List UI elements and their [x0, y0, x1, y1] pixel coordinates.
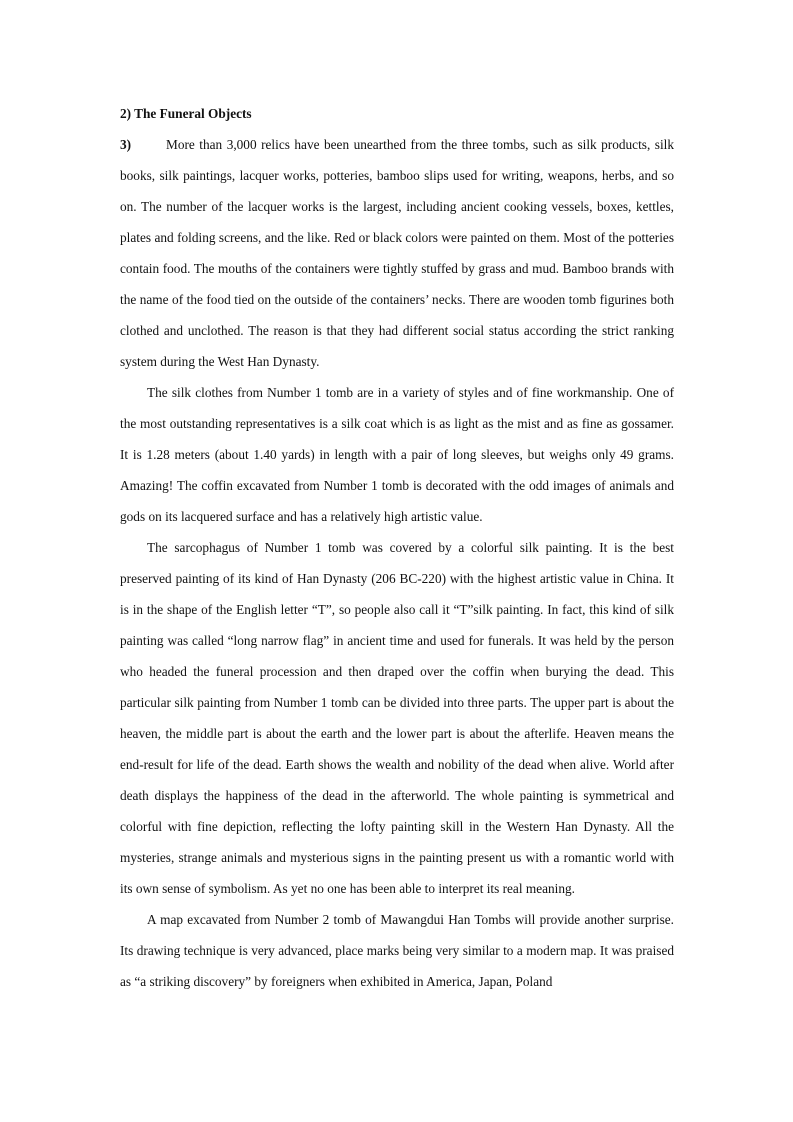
paragraph-silk-painting: The sarcophagus of Number 1 tomb was covered by a colorful silk painting. It is the best preserved painting of its kind of Han Dynasty (206 BC-220) with the highest artistic value in China. It is in the shape of the English letter “T”, so people also call it “T”silk painting. In fact, this kind of silk painting was called “long narrow flag” in ancient time and used for funerals. It was held by the person who headed the funeral procession and then draped over the coffin when burying the dead. This particular silk painting from Number 1 tomb can be divided into three parts. The upper part is about the heaven, the middle part is about the earth and the lower part is about the afterlife. Heaven means the end-result for life of the dead. Earth shows the wealth and nobility of the dead when alive. World after death displays the happiness of the dead in the afterworld. The whole painting is symmetrical and colorful with fine depiction, reflecting the lofty painting skill in the Western Han Dynasty. All the mysteries, strange animals and mysterious signs in the painting present us with a romantic world with its own sense of symbolism. As yet no one has been able to interpret its real meaning. — [120, 540, 674, 896]
item-number: 3) — [120, 137, 132, 152]
document-page — [120, 98, 674, 997]
paragraph-silk-clothes: The silk clothes from Number 1 tomb are in a variety of styles and of fine workmanship. One of the most outstanding representatives is a silk coat which is as light as the mist and as fine as gossamer. It is 1.28 meters (about 1.40 yards) in length with a pair of long sleeves, but weighs only 49 grams. Amazing! The coffin excavated from Number 1 tomb is decorated with the odd images of animals and gods on its lacquered surface and has a relatively high artistic value. — [120, 385, 674, 524]
section-heading: 2) The Funeral Objects — [120, 106, 252, 121]
paragraph-relics — [120, 129, 674, 377]
paragraph-relics-text: More than 3,000 relics have been unearthed from the three tombs, such as silk products, silk books, silk paintings, lacquer works, potteries, bamboo slips used for writing, weapons, herbs, and so on. The number of the lacquer works is the largest, including ancient cooking vessels, boxes, kettles, plates and folding screens, and the like. Red or black colors were painted on them. Most of the potteries contain food. The mouths of the containers were tightly stuffed by grass and mud. Bamboo brands with the name of the food tied on the outside of the containers’ necks. There are wooden tomb figurines both clothed and unclothed. The reason is that they had different social status according the strict ranking system during the West Han Dynasty. — [120, 137, 674, 369]
paragraph-map: A map excavated from Number 2 tomb of Mawangdui Han Tombs will provide another surprise. Its drawing technique is very advanced, place marks being very similar to a modern map. It was praised as “a striking discovery” by foreigners when exhibited in America, Japan, Poland — [120, 912, 674, 989]
